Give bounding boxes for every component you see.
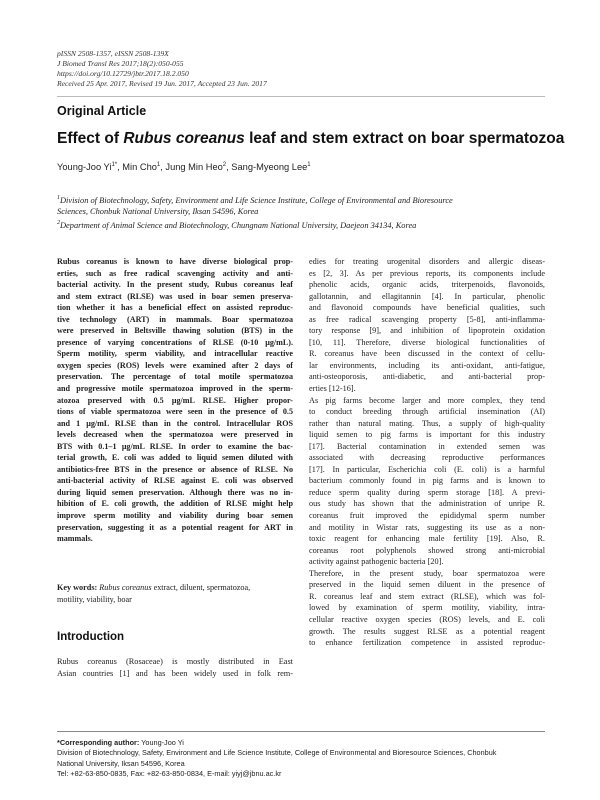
text-line: to conduct breeding through artificial insemination (AI) (309, 407, 545, 417)
affil-text: Division of Biotechnology, Safety, Environment and Life Science Institute, College of Environmental and Bioresource (60, 195, 453, 205)
author-sup: 1 (307, 162, 311, 168)
body-right-column (309, 256, 545, 649)
text-line: and stem extract (RLSE) was used in boar semen preserva- (57, 291, 293, 301)
author-sup: 1 (156, 162, 161, 168)
text-line: Rubus coreanus (Rosaceae) is mostly distributed in East (57, 657, 293, 666)
text-line: growth. The results suggest RLSE as a potential reagent (309, 626, 545, 636)
author-list (57, 162, 311, 172)
text-line: R. coreanus have been discussed in the context of cellu- (309, 349, 545, 359)
text-line: tion whether it has a beneficial effect on assisted reproduc- (57, 303, 293, 313)
text-line: antibiotics-free BTS in the presence or absence of RLSE. No (57, 464, 293, 474)
text-line: preservation, suggesting it as a potential reagent for ART in (57, 522, 293, 532)
text-line: Rubus coreanus is known to have diverse biological prop- (57, 257, 293, 266)
title-text: Effect of (57, 130, 124, 147)
text-line: phenolic acids, organic acids, triterpenoids, flavonoids, (309, 280, 545, 290)
text-line: lar environments, including its anti-oxidant, anti-fatigue, (309, 360, 545, 370)
keyword-species: Rubus coreanus (99, 583, 152, 592)
text-line: As pig farms become larger and more complex, they tend (309, 395, 545, 405)
text-line: tory response [9], and inhibition of lipoprotein oxidation (309, 326, 545, 336)
text-line: activity against pathogenic bacteria [20]. (309, 557, 444, 567)
text-line: coreanus fruit improved the epididymal sperm number (309, 511, 545, 521)
text-line: BTS with 0.1–1 μg/mL RLSE. In order to examine the bac- (57, 441, 293, 451)
author-sup: 1* (111, 162, 118, 168)
affil-text: Department of Animal Science and Biotechnology, Chungnam National University, Daejeon 34134, Korea (60, 220, 417, 230)
text-line: tive technology (ART) in mammals. Boar spermatozoa (57, 314, 293, 324)
keywords (57, 582, 293, 605)
text-line: associated with decreasing reproductive performances (309, 453, 545, 463)
text-line: tions of viable spermatozoa were seen in the presence of 0.5 (57, 407, 293, 417)
text-line: and 1 μg/mL RLSE than in the control. Intracellular ROS (57, 418, 293, 428)
abstract (57, 256, 293, 545)
article-dates: Received 25 Apr. 2017, Revised 19 Jun. 2017, Accepted 23 Jun. 2017 (57, 79, 267, 88)
issn: pISSN 2508-1357, eISSN 2508-139X (57, 49, 169, 58)
text-line: levels decreased when the spermatozoa were preserved in (57, 430, 293, 440)
text-line: and flavonoid compounds have beneficial qualities, such (309, 303, 545, 313)
text-line: anti-osteoporosis, anti-diabetic, and anti-bacterial prop- (309, 372, 545, 382)
text-line: cellular reactive oxygen species (ROS) levels, and E. coli (309, 614, 545, 624)
article-type: Original Article (57, 104, 147, 118)
text-line: terial growth, E. coli was added to liquid semen diluted with (57, 453, 293, 463)
text-line: Sperm motility, sperm viability, and intracellular reactive (57, 349, 293, 359)
text-line: erties, such as free radical scavenging activity and anti- (57, 268, 293, 278)
text-line: mammals. (57, 534, 93, 544)
article-title (57, 130, 565, 148)
keywords-text: extract, diluent, spermatozoa, (151, 583, 251, 592)
text-line: rather than natural mating. Thus, a supply of high-quality (309, 418, 545, 428)
text-line: anti-bacterial activity of RLSE against E. coli was observed (57, 476, 293, 486)
corr-address: Division of Biotechnology, Safety, Environment and Life Science Institute, College of Environmental and Bioresource Sciences, Chonbuk (57, 748, 497, 758)
correspondence (57, 738, 547, 779)
text-line: [17]. Bacterial contamination in extended semen was (309, 441, 545, 451)
text-line: as free radical scavenging property [5-8], anti-inflamma- (309, 314, 545, 324)
corr-address-cont: National University, Iksan 54596, Korea (57, 758, 185, 768)
text-line: presence of varying concentrations of RLSE (0-10 μg/mL). (57, 337, 293, 347)
header-divider (57, 96, 545, 97)
text-line: es [2, 3]. As per previous reports, its components include (309, 268, 545, 278)
author-name: , Sang-Myeong Lee (226, 162, 308, 173)
text-line: to enhance fertilization competence in assisted reproduc- (309, 638, 545, 648)
author-name: , Min Cho (117, 162, 157, 173)
text-line: Asian countries [1] and has been widely used in folk rem- (57, 668, 293, 678)
doi-link[interactable]: https://doi.org/10.12729/jbtr.2017.18.2.050 (57, 69, 189, 78)
text-line: erties [12-16]. (309, 384, 356, 394)
affiliation-1 (57, 193, 547, 206)
text-line: coreanus root polyphenols showed strong anti-microbial (309, 545, 545, 555)
corr-contact: Tel: +82-63-850-0835, Fax: +82-63-850-0834, E-mail: yiyj@jbnu.ac.kr (57, 768, 282, 778)
affil-sup: 2 (57, 219, 60, 226)
journal-meta (57, 49, 457, 89)
corr-label: *Corresponding author: (57, 738, 140, 747)
text-line: bacterium commonly found in pig farms and is known to (309, 476, 545, 486)
text-line: Therefore, in the present study, boar spermatozoa were (309, 568, 545, 578)
journal-citation: J Biomed Transl Res 2017;18(2):050-055 (57, 59, 184, 68)
text-line: during liquid semen preservation. Although there was no in- (57, 487, 293, 497)
keywords-text-cont: motility, viability, boar (57, 594, 132, 604)
corr-name: Young-Joo Yi (139, 738, 184, 747)
text-line: and progressive motile spermatozoa improved in the sperm- (57, 384, 293, 394)
text-line: oxygen species (ROS) levels were examined after 2 days of (57, 360, 293, 370)
text-line: and motility in Wistar rats, suggesting its use as a non- (309, 522, 545, 532)
text-line: bacterial activity. In the present study, Rubus coreanus leaf (57, 280, 293, 290)
text-line: liquid semen to pig farms is important for this industry (309, 430, 545, 440)
section-heading-introduction: Introduction (57, 631, 125, 643)
text-line: lowed by examination of sperm motility, viability, intra- (309, 603, 545, 613)
author-name: Young-Joo Yi (57, 162, 112, 173)
text-line: gallotannin, and ellagitannin [4]. In particular, phenolic (309, 291, 545, 301)
author-sup: 2 (222, 162, 227, 168)
text-line: were preserved in Beltsville thawing solution (BTS) in the (57, 326, 293, 336)
text-line: toxic reagent for enhancing male fertility [19]. Also, R. (309, 534, 545, 544)
keywords-label: Key words: (57, 583, 98, 592)
affiliation-2 (57, 218, 547, 231)
text-line: R. coreanus leaf and stem extract (RLSE), which was fol- (309, 591, 545, 601)
title-species: Rubus coreanus (123, 130, 245, 147)
text-line: hibition of E. coli growth, the addition of RLSE might help (57, 499, 293, 509)
text-line: ous study has shown that the administration of unripe R. (309, 499, 545, 509)
text-line: atozoa preserved with 0.5 μg/mL RLSE. Higher propor- (57, 395, 293, 405)
title-text-rest: leaf and stem extract on boar spermatozoa (244, 130, 565, 147)
text-line: improve sperm motility and viability during boar semen (57, 511, 293, 521)
text-line: [10, 11]. Therefore, diverse biological functionalities of (309, 337, 545, 347)
affiliation-1-cont: Sciences, Chonbuk National University, Iksan 54596, Korea (57, 207, 259, 217)
text-line: preserved in the liquid semen diluent in the presence of (309, 580, 545, 590)
text-line: reduce sperm quality during sperm storage [18]. A previ- (309, 487, 545, 497)
affil-sup: 1 (57, 195, 60, 201)
footnote-divider (57, 731, 545, 732)
intro-text (57, 656, 293, 679)
text-line: [17]. In particular, Escherichia coli (E. coli) is a harmful (309, 464, 545, 474)
affiliations (57, 193, 547, 231)
text-line: preservation. The percentage of total motile spermatozoa (57, 372, 293, 382)
author-name: , Jung Min Heo (160, 162, 223, 173)
text-line: edies for treating urogenital disorders and allergic diseas- (309, 257, 545, 266)
